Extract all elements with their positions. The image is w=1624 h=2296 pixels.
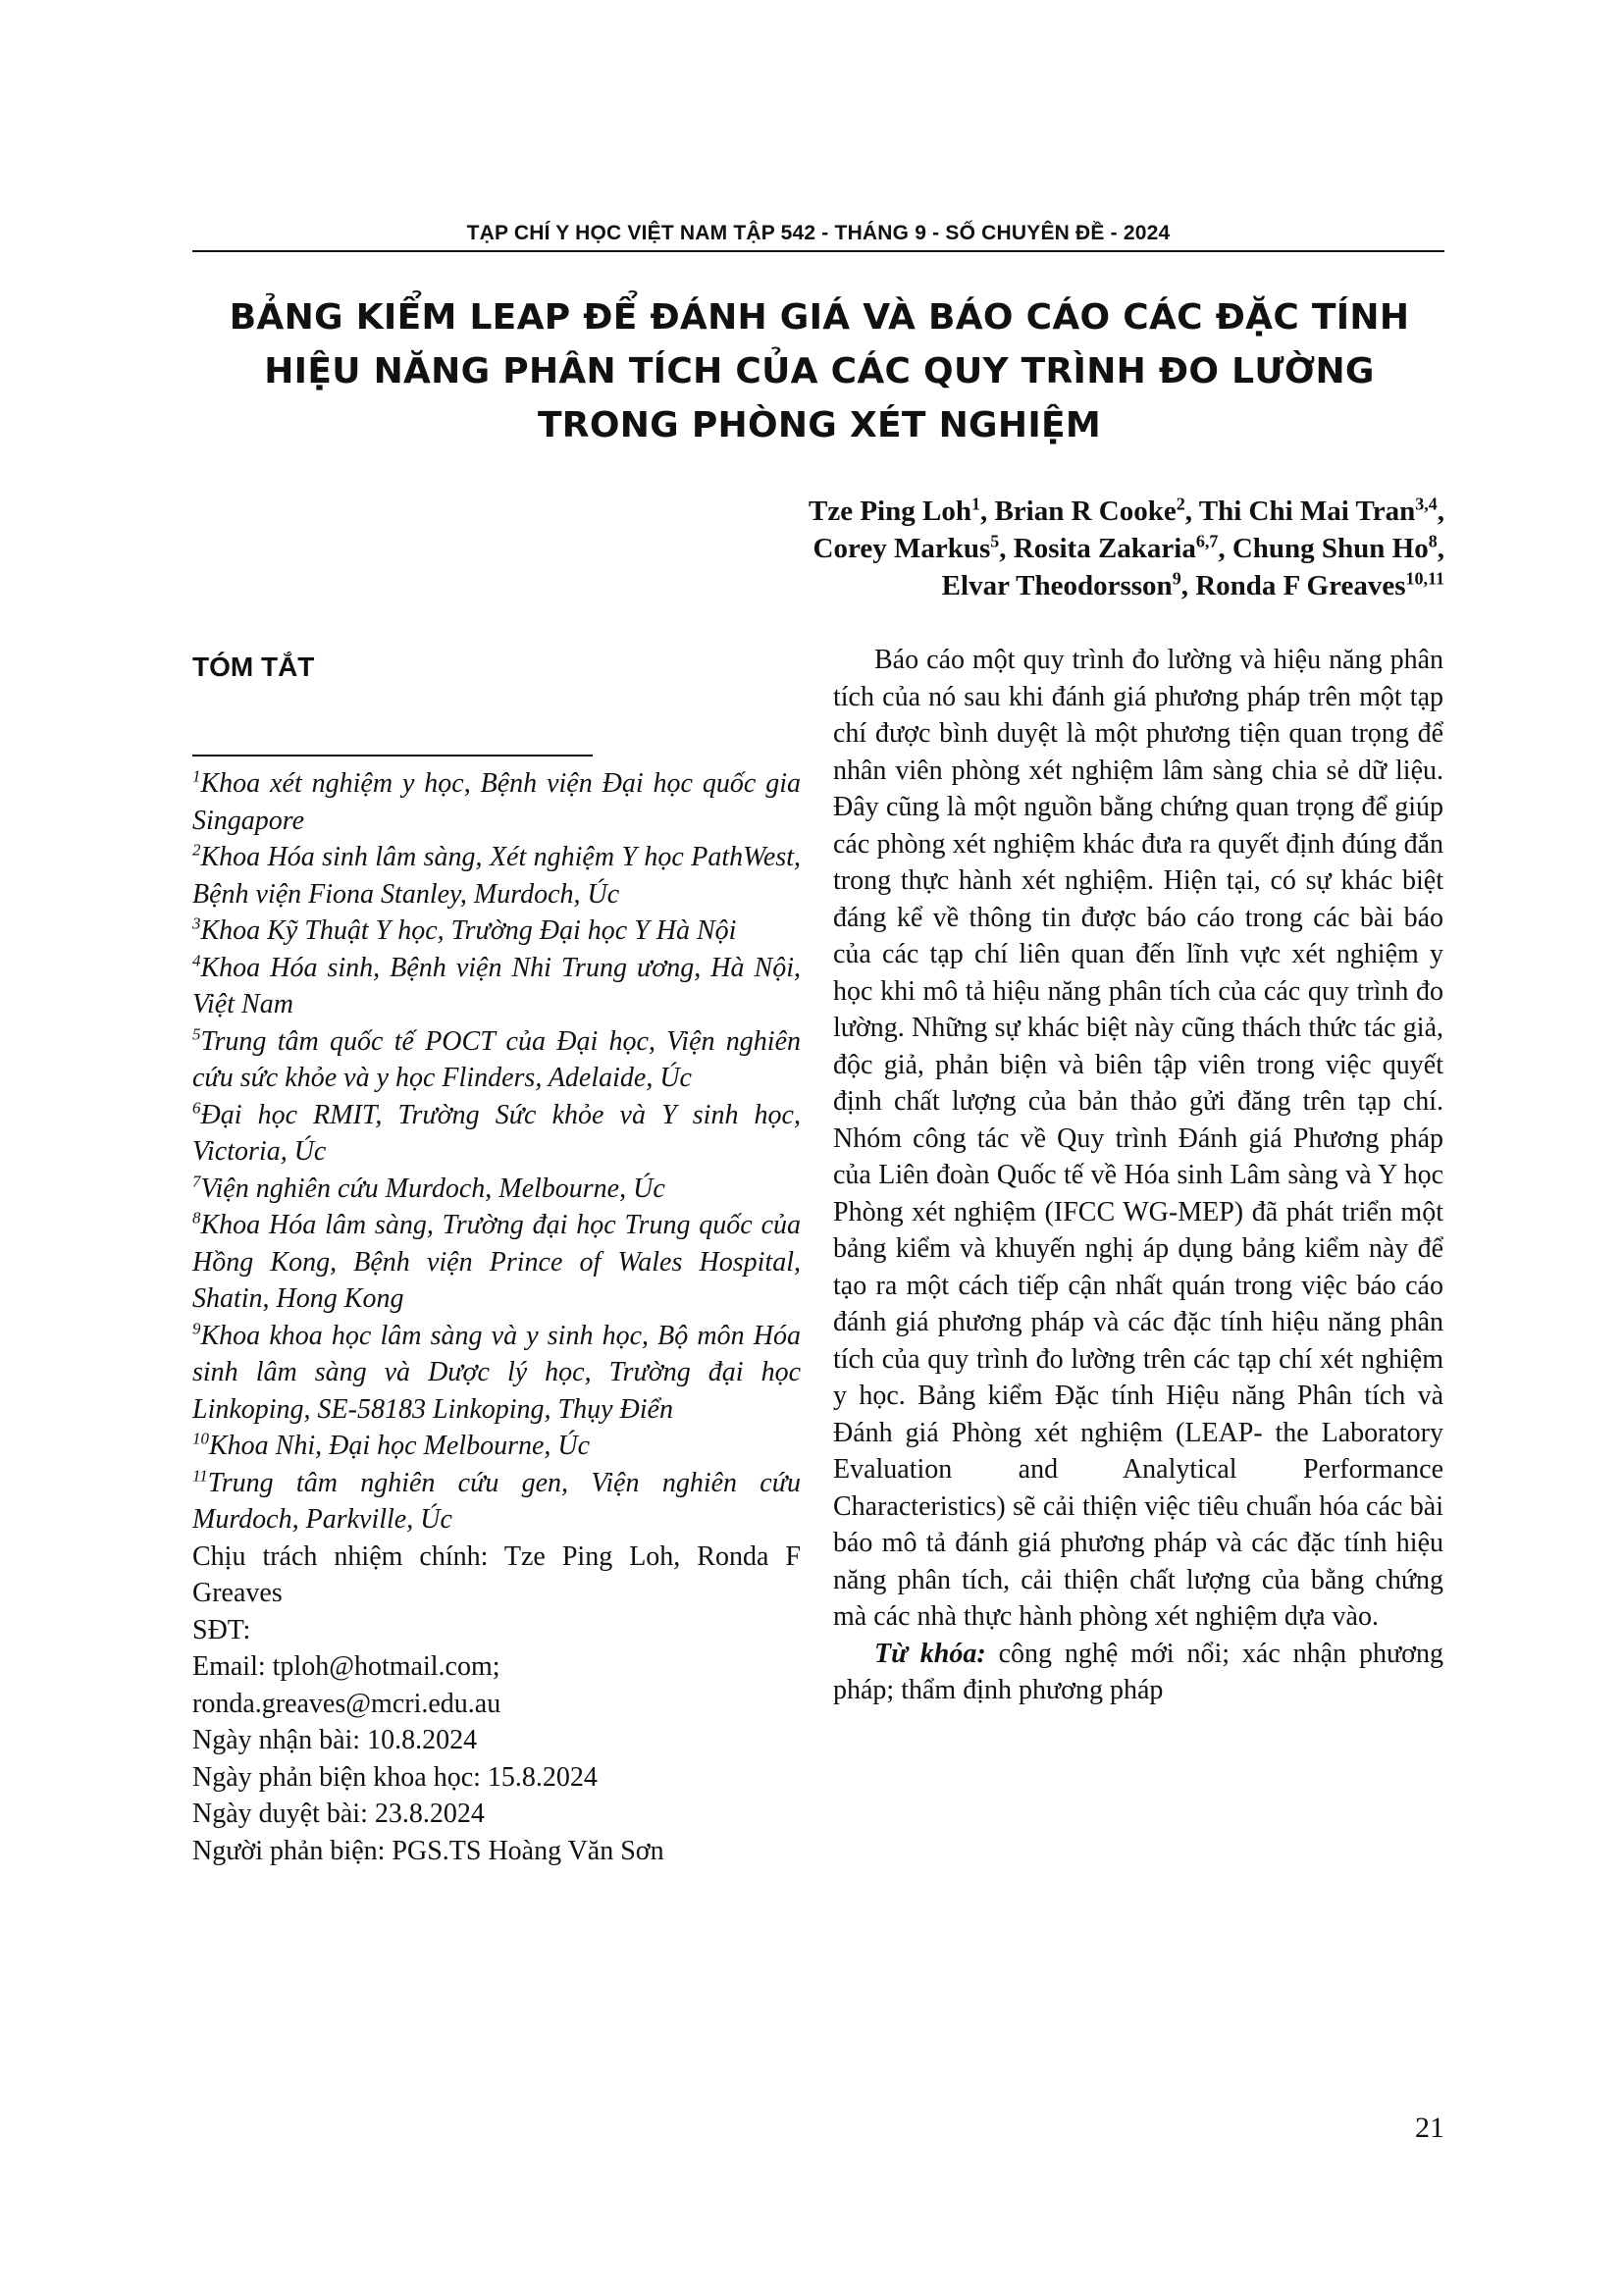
accepted-date: Ngày duyệt bài: 23.8.2024 [192,1799,485,1829]
affiliation: $^3$Khoa Kỹ Thuật Y học, Trường Đại học Y Hà Nội [192,913,737,946]
email-line[interactable]: Email: tploh@hotmail.com; [192,1651,500,1682]
affiliation: $^5$Trung tâm quốc tế POCT của Đại học, Viện nghiên cứu sức khỏe và y học Flinders, Adelaide, Úc [192,1024,801,1093]
footnotes [192,765,801,1869]
affiliation: $^8$Khoa Hóa lâm sàng, Trường đại học Trung quốc của Hồng Kong, Bệnh viện Prince of Wales Hospital, Shatin, Hong Kong [192,1208,801,1314]
received-date: Ngày nhận bài: 10.8.2024 [192,1725,478,1755]
review-date: Ngày phản biện khoa học: 15.8.2024 [192,1761,598,1793]
phone-line: SĐT: [192,1614,251,1645]
article-title [216,290,1423,452]
affiliation: $^9$Khoa khoa học lâm sàng và y sinh học, Bộ môn Hóa sinh lâm sàng và Dược lý học, Trường đại học Linkoping, SE-58183 Linkoping, Thụy Điển [192,1319,801,1425]
affiliation: $^{11}$Trung tâm nghiên cứu gen, Viện nghiên cứu Murdoch, Parkville, Úc [192,1466,801,1535]
affiliation: $^4$Khoa Hóa sinh, Bệnh viện Nhi Trung ương, Hà Nội, Việt Nam [192,951,801,1019]
title-line-3: TRONG PHÒNG XÉT NGHIỆM [537,405,1102,445]
header-rule [192,250,1444,252]
author: Rosita Zakaria$^{6,7}$, [1013,531,1232,564]
title-line-1: BẢNG KIỂM LEAP ĐỂ ĐÁNH GIÁ VÀ BÁO CÁO CÁC ĐẶC TÍNH [229,297,1410,338]
author: Chung Shun Ho$^8$, [1231,531,1444,564]
keywords-text: công nghệ mới nổi; xác nhận phương pháp; thẩm định phương pháp [833,1638,1443,1705]
footnote-rule [192,755,593,757]
author: Thi Chi Mai Tran$^{3,4}$, [1198,494,1444,527]
affiliation: $^1$Khoa xét nghiệm y học, Bệnh viện Đại học quốc gia Singapore [192,766,801,836]
affiliation: $^2$Khoa Hóa sinh lâm sàng, Xét nghiệm Y học PathWest, Bệnh viện Fiona Stanley, Murdoch, Úc [192,840,801,910]
keywords [833,1636,1443,1709]
author: Brian R Cooke$^2$, [994,494,1199,527]
page-number: 21 [1415,2112,1444,2144]
keywords-label: Từ khóa: [874,1638,986,1669]
author: Elvar Theodorsson$^9$, [941,568,1196,601]
author: Corey Markus$^5$, [812,531,1014,564]
author: Tze Ping Loh$^1$, [808,494,995,527]
author: Ronda F Greaves$^{10,11}$ [1195,568,1444,601]
affiliation: $^7$Viện nghiên cứu Murdoch, Melbourne, Úc [192,1172,665,1204]
corresponding-author: Chịu trách nhiệm chính: Tze Ping Loh, Ronda F Greaves [192,1540,801,1608]
abstract-heading: TÓM TẮT [192,652,315,682]
email-line[interactable]: ronda.greaves@mcri.edu.au [192,1688,501,1719]
abstract-body [833,642,1443,1709]
reviewer: Người phản biện: PGS.TS Hoàng Văn Sơn [192,1835,664,1866]
author-list [608,493,1444,604]
journal-header: TẠP CHÍ Y HỌC VIỆT NAM TẬP 542 - THÁNG 9 - SỐ CHUYÊN ĐỀ - 2024 [466,222,1171,244]
abstract-paragraph: Báo cáo một quy trình đo lường và hiệu năng phân tích của nó sau khi đánh giá phương pháp trên một tạp chí được bình duyệt là một phương tiện quan trọng để nhân viên phòng xét nghiệm lâm sàng chia sẻ dữ liệu. Đây cũng là một nguồn bằng chứng quan trọng để giúp các phòng xét nghiệm khác đưa ra quyết định đúng đắn trong thực hành xét nghiệm. Hiện tại, có sự khác biệt đáng kể về thông tin được báo cáo trong các bài báo của các tạp chí liên quan đến lĩnh vực xét nghiệm y học khi mô tả hiệu năng phân tích của các quy trình đo lường. Những sự khác biệt này cũng thách thức tác giả, độc giả, phản biện và biên tập viên trong việc quyết định chất lượng của bản thảo gửi đăng trên tạp chí. Nhóm công tác về Quy trình Đánh giá Phương pháp của Liên đoàn Quốc tế về Hóa sinh Lâm sàng và Y học Phòng xét nghiệm (IFCC WG-MEP) đã phát triển một bảng kiểm và khuyến nghị áp dụng bảng kiểm này để tạo ra một cách tiếp cận nhất quán trong việc báo cáo đánh giá phương pháp và các đặc tính hiệu năng phân tích của quy trình đo lường trên các tạp chí xét nghiệm y học. Bảng kiểm Đặc tính Hiệu năng Phân tích và Đánh giá Phòng xét nghiệm (LEAP- the Laboratory Evaluation and Analytical Performance Characteristics) sẽ cải thiện việc tiêu chuẩn hóa các bài báo mô tả đánh giá phương pháp và các đặc tính hiệu năng phân tích, cải thiện chất lượng của bằng chứng mà các nhà thực hành phòng xét nghiệm dựa vào. [833,645,1443,1632]
title-line-2: HIỆU NĂNG PHÂN TÍCH CỦA CÁC QUY TRÌNH ĐO LƯỜNG [264,351,1375,391]
affiliation: $^6$Đại học RMIT, Trường Sức khỏe và Y sinh học, Victoria, Úc [192,1098,801,1167]
affiliation: $^{10}$Khoa Nhi, Đại học Melbourne, Úc [192,1429,591,1461]
